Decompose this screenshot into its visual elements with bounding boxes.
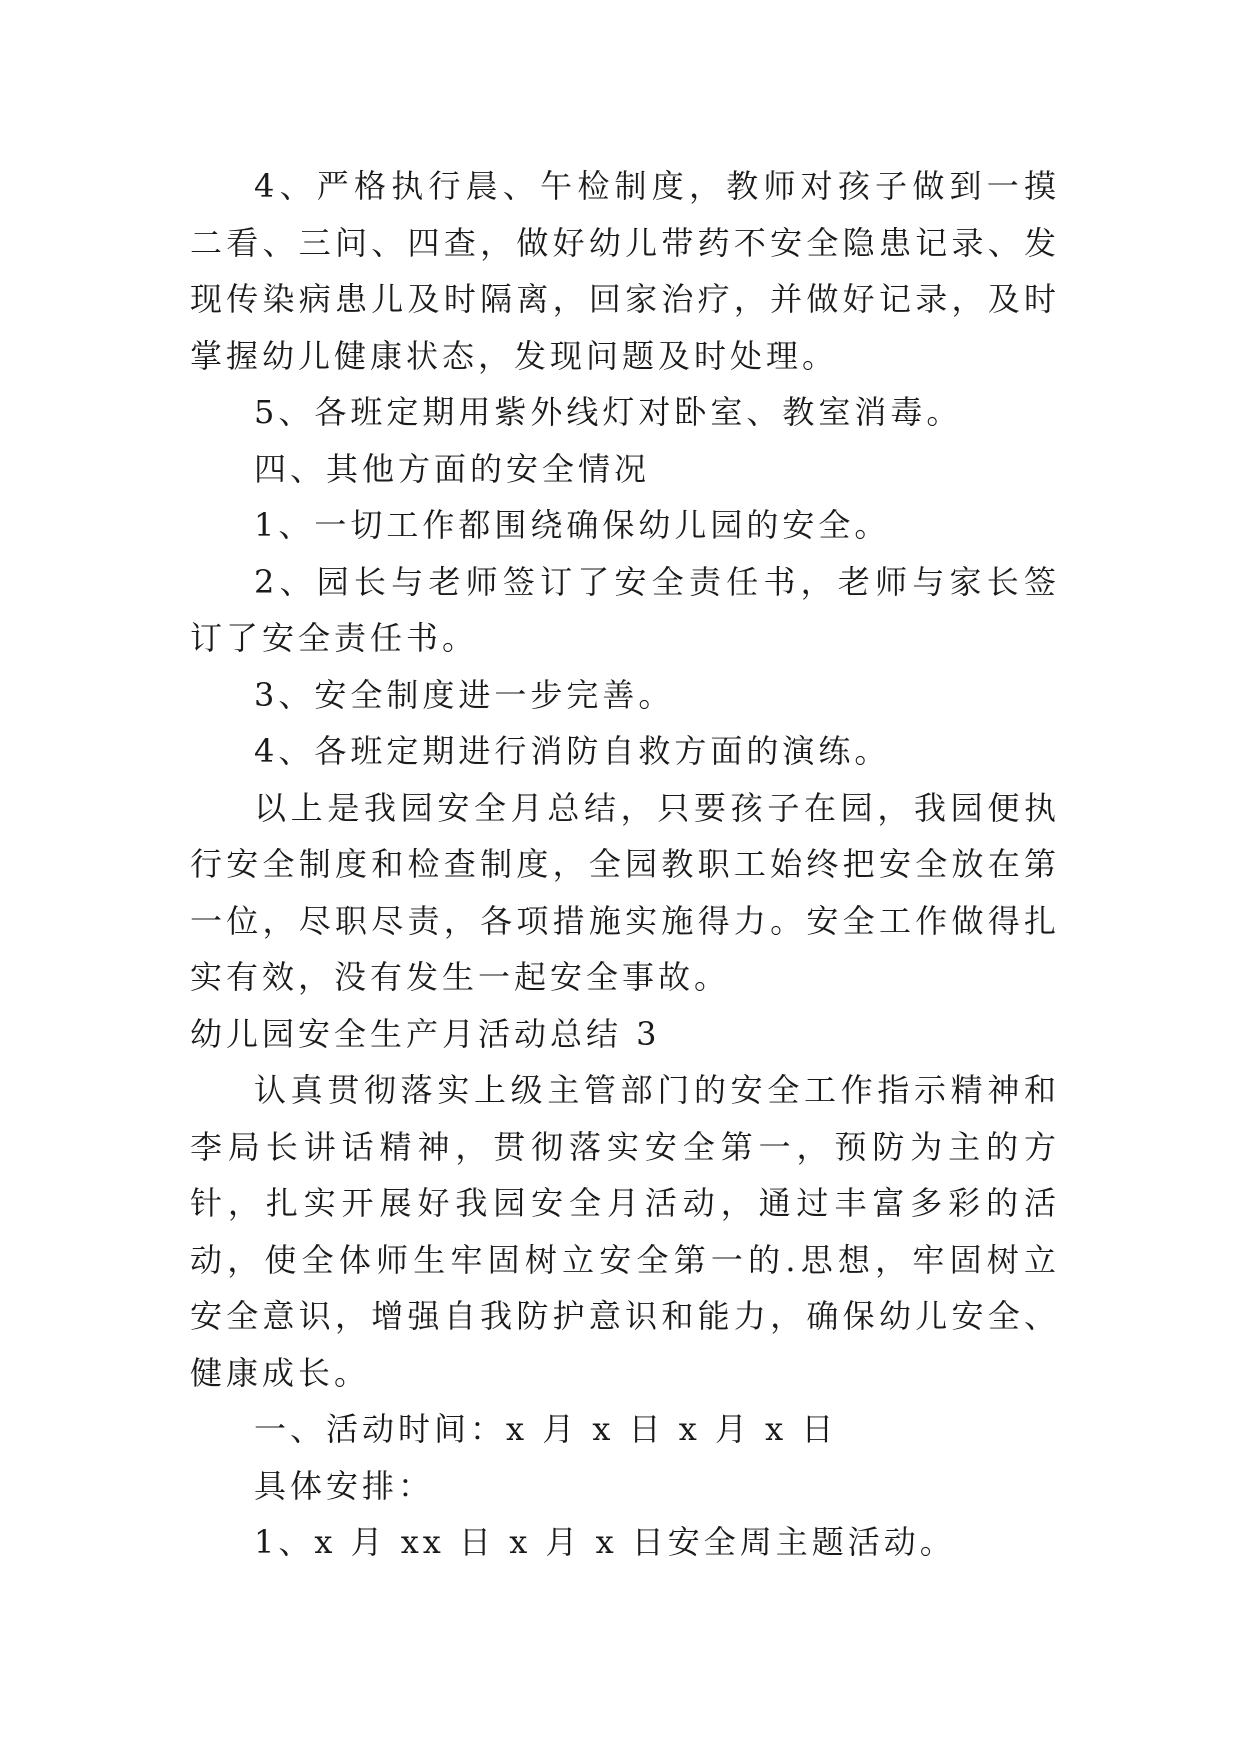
list-item: 1、x 月 xx 日 x 月 x 日安全周主题活动。 <box>254 1523 956 1561</box>
paragraph: 以上是我园安全月总结，只要孩子在园，我园便执行安全制度和检查制度，全园教职工始终把安全放在第一位，尽职尽责，各项措施实施得力。安全工作做得扎实有效，没有发生一起安全事故。 <box>190 788 1060 996</box>
section-heading: 一、活动时间：x 月 x 日 x 月 x 日 <box>254 1410 838 1448</box>
paragraph: 4、各班定期进行消防自救方面的演练。 <box>254 732 891 770</box>
paragraph: 1、一切工作都围绕确保幼儿园的安全。 <box>254 506 891 544</box>
document-title: 幼儿园安全生产月活动总结 3 <box>190 1014 661 1053</box>
section-heading: 四、其他方面的安全情况 <box>254 449 651 488</box>
paragraph: 3、安全制度进一步完善。 <box>254 675 675 714</box>
paragraph: 具体安排： <box>254 1466 435 1505</box>
paragraph: 认真贯彻落实上级主管部门的安全工作指示精神和李局长讲话精神，贯彻落实安全第一，预防为主的方针，扎实开展好我园安全月活动，通过丰富多彩的活动，使全体师生牢固树立安全第一的.思想，牢固树立安全意识，增强自我防护意识和能力，确保幼儿安全、健康成长。 <box>190 1071 1060 1392</box>
paragraph: 2、园长与老师签订了安全责任书，老师与家长签订了安全责任书。 <box>190 562 1060 657</box>
document-body <box>190 158 1060 1571</box>
paragraph: 4、严格执行晨、午检制度，教师对孩子做到一摸二看、三问、四查，做好幼儿带药不安全隐患记录、发现传染病患儿及时隔离，回家治疗，并做好记录，及时掌握幼儿健康状态，发现问题及时处理。 <box>190 167 1060 375</box>
paragraph: 5、各班定期用紫外线灯对卧室、教室消毒。 <box>254 393 963 431</box>
